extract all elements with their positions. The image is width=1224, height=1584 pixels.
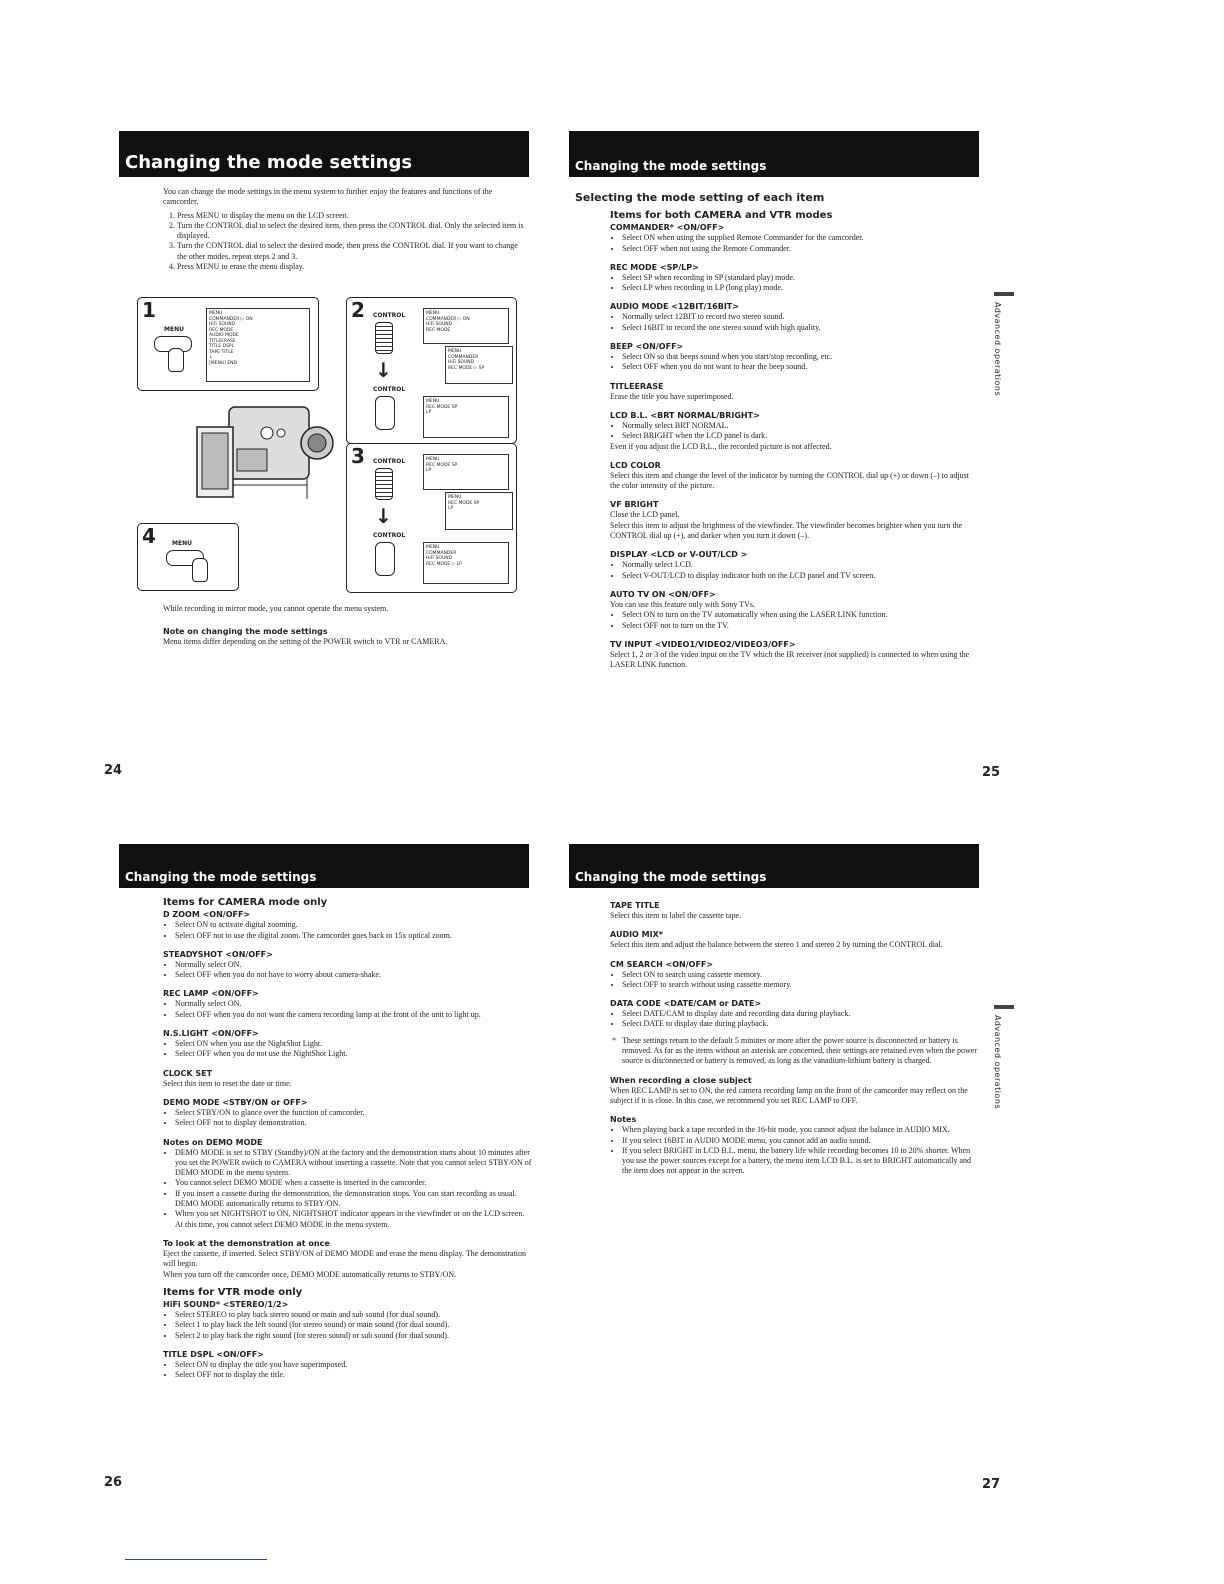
item-text: Close the LCD panel. bbox=[610, 510, 680, 520]
menu-screen-3b: MENU REC MODE SP LP bbox=[445, 492, 513, 530]
menu-screen-2b: MENU COMMANDER HiFi SOUND REC MODE ▷ SP bbox=[445, 346, 513, 384]
item-heading: REC MODE <SP/LP> bbox=[610, 262, 699, 272]
item-bullets: • Normally select 12BIT to record two stereo sound. • Select 16BIT to record the one stereo sound with high quality. bbox=[610, 312, 978, 333]
page24-steps bbox=[163, 211, 528, 273]
page24-intro: You can change the mode settings in the menu system to further enjoy the features and functions of the camcorder. bbox=[163, 187, 493, 207]
item-heading: VF BRIGHT bbox=[610, 500, 659, 510]
control-dial-icon bbox=[375, 468, 393, 500]
page25-content bbox=[610, 211, 978, 673]
menu-screen-1: MENU COMMANDER ▷ ON HiFi SOUND REC MODE AUDIO MODE TITLEERASE TITLE DSPL TAPE TITLE ↓ [MENU] END bbox=[206, 308, 310, 382]
page24-after-block bbox=[163, 604, 528, 651]
page26-subtitle-vtr: Items for VTR mode only bbox=[163, 1286, 303, 1298]
item-bullets: • Select SP when recording in SP (standard play) mode. • Select LP when recording in LP (long play) mode. bbox=[610, 273, 978, 294]
arrow-down-icon: ↓ bbox=[375, 504, 392, 528]
item-heading: CLOCK SET bbox=[163, 1068, 213, 1078]
page-number-24: 24 bbox=[104, 763, 123, 778]
menu-screen-3a: MENU REC MODE SP LP bbox=[423, 454, 509, 490]
bottom-rule bbox=[125, 1559, 267, 1560]
item-bullets: • Normally select ON. • Select OFF when you do not have to worry about camera-shake. bbox=[163, 960, 533, 981]
section-side-label: Advanced operations bbox=[993, 1015, 1002, 1110]
closeup-text: When REC LAMP is set to ON, the red camera recording lamp on the front of the camcorder may reflect on the subject if it is close. In this case, we recommend you set REC LAMP to OFF. bbox=[610, 1085, 968, 1105]
item-bullets: • Select ON to turn on the TV automatically when using the LASER LINK function. • Select OFF not to turn on the TV. bbox=[610, 610, 978, 631]
item-text: Select this item and adjust the balance between the stereo 1 and stereo 2 by turning the CONTROL dial. bbox=[610, 940, 943, 950]
item-heading: CM SEARCH <ON/OFF> bbox=[610, 959, 714, 969]
item-text: Select this item to adjust the brightness of the viewfinder. The viewfinder becomes brighter when you turn the CONTROL dial up (+), and darker when you turn it down (–). bbox=[610, 520, 963, 541]
hand-icon bbox=[168, 348, 184, 372]
item-bullets: • Normally select BRT NORMAL. • Select BRIGHT when the LCD panel is dark. bbox=[610, 421, 978, 442]
menu-label: MENU bbox=[172, 540, 192, 547]
step4-number: 4 bbox=[142, 524, 156, 548]
item-heading: LCD B.L. <BRT NORMAL/BRIGHT> bbox=[610, 410, 760, 420]
page25-title: Selecting the mode setting of each item bbox=[575, 191, 825, 204]
notes-list: • When playing back a tape recorded in the 16-bit mode, you cannot adjust the balance in AUDIO MIX. • If you select 16BIT in AUDIO MODE menu, you cannot add an audio sound. • If you select BRIGHT in LCD B.L. menu, the battery life while recording becomes 10 to 20% shorter. When you use the power sources except for a battery, the menu item LCD B.L. is set to BRIGHT automatically and the item does not appear in the screen. bbox=[610, 1125, 978, 1176]
page27-header-title: Changing the mode settings bbox=[575, 870, 767, 884]
item-heading: D ZOOM <ON/OFF> bbox=[163, 910, 251, 920]
step1-box bbox=[137, 297, 319, 391]
item-bullets: • Normally select ON. • Select OFF when you do not want the camera recording lamp at the front of the unit to light up. bbox=[163, 999, 533, 1020]
item-text: Select this item to label the cassette tape. bbox=[610, 911, 742, 920]
step2-box bbox=[346, 297, 517, 444]
page26-header-bar bbox=[119, 844, 529, 888]
control-dial-icon bbox=[375, 322, 393, 354]
item-heading: LCD COLOR bbox=[610, 460, 661, 470]
page27-content bbox=[610, 901, 978, 1177]
page25-header-title: Changing the mode settings bbox=[575, 159, 767, 173]
item-heading: BEEP <ON/OFF> bbox=[610, 342, 684, 352]
item-heading: AUDIO MODE <12BIT/16BIT> bbox=[610, 302, 739, 312]
item-bullets: • Select ON when using the supplied Remote Commander for the camcorder. • Select OFF when not using the Remote Commander. bbox=[610, 233, 978, 254]
page25-subtitle: Items for both CAMERA and VTR modes bbox=[610, 210, 833, 221]
page24-after-text: While recording in mirror mode, you cannot operate the menu system. bbox=[163, 604, 389, 613]
page26-header-title: Changing the mode settings bbox=[125, 870, 317, 884]
control-label: CONTROL bbox=[373, 532, 406, 539]
menu-screen-2a: MENU COMMANDER ▷ ON HiFi SOUND REC MODE bbox=[423, 308, 509, 344]
page24-note-heading: Note on changing the mode settings bbox=[163, 627, 328, 637]
page-number-26: 26 bbox=[104, 1475, 123, 1490]
item-heading: STEADYSHOT <ON/OFF> bbox=[163, 949, 273, 959]
item-text: Erase the title you have superimposed. bbox=[610, 391, 734, 401]
item-text: Select 1, 2 or 3 of the video input on the TV which the IR receiver (not supplied) is connected to when using the LASER LINK function. bbox=[610, 649, 970, 670]
section-tab-marker bbox=[994, 1005, 1014, 1009]
step2-number: 2 bbox=[351, 298, 365, 322]
item-text: When you turn off the camcorder once, DEMO MODE automatically returns to STBY/ON. bbox=[163, 1269, 457, 1279]
item-heading: HiFi SOUND* <STEREO/1/2> bbox=[163, 1300, 289, 1310]
item-bullets: • Select STEREO to play back stereo sound or main and sub sound (for dual sound). • Select 1 to play back the left sound (for stereo sound) or main sound (for dual sound). • Select 2 to play back the right sound (for stereo sound) or sub sound (for dual sound). bbox=[163, 1310, 533, 1341]
item-heading: TAPE TITLE bbox=[610, 901, 660, 910]
page24-step: 4. Press MENU to erase the menu display. bbox=[177, 262, 528, 272]
item-heading: AUTO TV ON <ON/OFF> bbox=[610, 589, 716, 599]
footnote-text: These settings return to the default 5 minutes or more after the power source is disconnected or battery is removed. As far as the items without an asterisk are concerned, their settings are retained even when the power source is disconnected or battery is removed, as long as the vanadium-lithium battery is charged. bbox=[622, 1035, 977, 1066]
item-heading: DEMO MODE <STBY/ON or OFF> bbox=[163, 1097, 308, 1107]
arrow-down-icon: ↓ bbox=[375, 358, 392, 382]
item-heading: N.S.LIGHT <ON/OFF> bbox=[163, 1029, 259, 1039]
item-bullets: • DEMO MODE is set to STBY (Standby)/ON at the factory and the demonstration starts about 10 minutes after you set the POWER switch to CAMERA without inserting a cassette. Note that you cannot select STBY/ON of DEMO MODE in the menu system. • You cannot select DEMO MODE when a cassette is inserted in the camcorder. • If you insert a cassette during the demonstration, the demonstration stops. You can start recording as usual. DEMO MODE automatically returns to STBY/ON. • When you set NIGHTSHOT to ON, NIGHTSHOT indicator appears in the viewfinder or on the LCD screen. At this time, you cannot select DEMO MODE in the menu system. bbox=[163, 1148, 533, 1230]
step3-number: 3 bbox=[351, 444, 365, 468]
item-text: Select this item and change the level of the indicator by turning the CONTROL dial up (+) or down (–) to adjust the color intensity of the picture. bbox=[610, 470, 970, 491]
item-text: You can use this feature only with Sony TVs. bbox=[610, 599, 756, 609]
item-bullets: • Normally select LCD. • Select V-OUT/LCD to display indicator both on the LCD panel and TV screen. bbox=[610, 560, 978, 581]
item-heading: TITLEERASE bbox=[610, 381, 664, 391]
hand-dial-icon bbox=[375, 542, 395, 576]
item-heading: DISPLAY <LCD or V-OUT/LCD > bbox=[610, 550, 748, 560]
item-heading: REC LAMP <ON/OFF> bbox=[163, 989, 259, 999]
menu-label: MENU bbox=[164, 326, 184, 333]
page24-header-bar bbox=[119, 131, 529, 177]
hand-icon bbox=[192, 558, 208, 582]
step3-box bbox=[346, 443, 517, 593]
item-heading: TV INPUT <VIDEO1/VIDEO2/VIDEO3/OFF> bbox=[610, 639, 796, 649]
page24-intro-block bbox=[163, 187, 528, 272]
section-side-label: Advanced operations bbox=[993, 302, 1002, 397]
page-number-27: 27 bbox=[982, 1477, 1001, 1492]
asterisk-marker: * bbox=[612, 1035, 616, 1045]
item-text: Eject the cassette, if inserted. Select STBY/ON of DEMO MODE and erase the menu display. The demonstration will begin. bbox=[163, 1248, 527, 1269]
page26-subtitle: Items for CAMERA mode only bbox=[163, 897, 328, 908]
item-heading: To look at the demonstration at once bbox=[163, 1238, 330, 1248]
camcorder-illustration bbox=[167, 389, 337, 519]
page26-content bbox=[163, 898, 533, 1381]
control-label: CONTROL bbox=[373, 458, 406, 465]
section-tab-marker bbox=[994, 292, 1014, 296]
step1-number: 1 bbox=[142, 298, 156, 322]
item-bullets: • Select ON to activate digital zooming. • Select OFF not to use the digital zoom. The camcorder goes back to 15x optical zoom. bbox=[163, 920, 533, 941]
item-bullets: • Select STBY/ON to glance over the function of camcorder. • Select OFF not to display demonstration. bbox=[163, 1108, 533, 1129]
notes-heading: Notes bbox=[610, 1115, 637, 1125]
item-heading: Notes on DEMO MODE bbox=[163, 1137, 263, 1147]
item-heading: TITLE DSPL <ON/OFF> bbox=[163, 1350, 264, 1360]
item-bullets: • Select ON when you use the NightShot Light. • Select OFF when you do not use the NightShot Light. bbox=[163, 1039, 533, 1060]
page24-step: 1. Press MENU to display the menu on the LCD screen. bbox=[177, 211, 528, 221]
footnote bbox=[610, 1036, 978, 1067]
closeup-heading: When recording a close subject bbox=[610, 1075, 752, 1085]
page-number-25: 25 bbox=[982, 765, 1001, 780]
page27-header-bar bbox=[569, 844, 979, 888]
item-bullets: • Select ON to display the title you have superimposed. • Select OFF not to display the title. bbox=[163, 1360, 533, 1381]
control-label: CONTROL bbox=[373, 386, 406, 393]
page24-figure bbox=[137, 297, 517, 593]
page24-header-title: Changing the mode settings bbox=[125, 152, 413, 173]
item-bullets: • Select ON so that beeps sound when you start/stop recording, etc. • Select OFF when you do not want to hear the beep sound. bbox=[610, 352, 978, 373]
menu-screen-3c: MENU COMMANDER HiFi SOUND REC MODE ▷ LP bbox=[423, 542, 509, 584]
item-text: Even if you adjust the LCD B.L., the recorded picture is not affected. bbox=[610, 441, 832, 451]
page24-note-text: Menu items differ depending on the setting of the POWER switch to VTR or CAMERA. bbox=[163, 637, 448, 647]
hand-dial-icon bbox=[375, 396, 395, 430]
item-text: Select this item to reset the date or time. bbox=[163, 1078, 292, 1088]
page24-step: 3. Turn the CONTROL dial to select the desired mode, then press the CONTROL dial. If you want to change the other modes, repeat steps 2 and 3. bbox=[177, 241, 528, 262]
item-bullets: • Select DATE/CAM to display date and recording data during playback. • Select DATE to display date during playback. bbox=[610, 1009, 978, 1030]
item-bullets: • Select ON to search using cassette memory. • Select OFF to search without using cassette memory. bbox=[610, 970, 978, 991]
item-heading: AUDIO MIX* bbox=[610, 930, 663, 940]
page25-header-bar bbox=[569, 131, 979, 177]
item-heading: COMMANDER* <ON/OFF> bbox=[610, 223, 725, 233]
control-label: CONTROL bbox=[373, 312, 406, 319]
menu-screen-2c: MENU REC MODE SP LP bbox=[423, 396, 509, 438]
page24-step: 2. Turn the CONTROL dial to select the desired item, then press the CONTROL dial. Only the selected item is displayed. bbox=[177, 221, 528, 242]
item-heading: DATA CODE <DATE/CAM or DATE> bbox=[610, 999, 762, 1009]
step4-box bbox=[137, 523, 239, 591]
